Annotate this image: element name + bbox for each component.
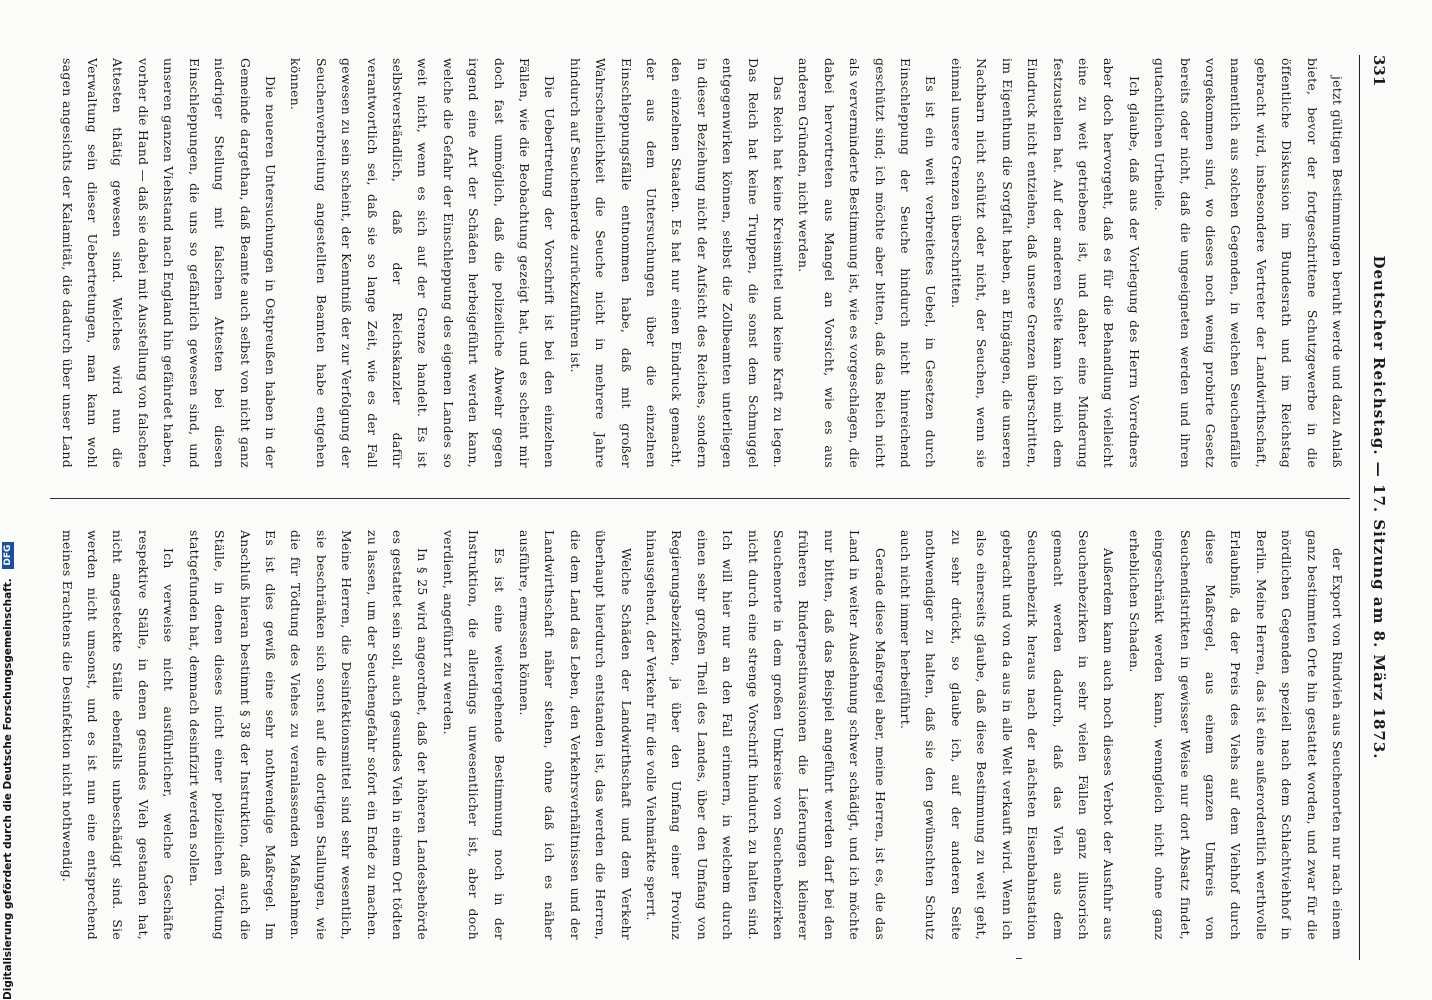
paragraph-text: jetzt gültigen Bestimmungen beruht werde und dazu Anlaß biete, bevor der fortgeschrittene Schutzgewerbe in die öffentliche Diskussion im Bundesrath und im Reichstag gebracht wird, insbesondere Vertreter der Landwirthschaft, namentlich aus solchen Gegenden, in welchen Seuchenfälle vorgekommen sind, wo dieses noch wenig probirte Gesetz bereits oder nicht, daß die ungeeigneten werden und ihren gutachtlichen Urtheile.: [1152, 58, 1345, 468]
paragraph: [54, 530, 181, 940]
paragraph: [562, 58, 791, 468]
column-divider: [50, 498, 1350, 499]
paragraph-text: Die neueren Untersuchungen in Ostpreußen haben in der Gemeinde dargethan, daß Beamte auch selbst von nicht ganz niedriger Stellung mit falschen Attesten bei diesen Einschleppungen, die uns so gefährlich gewesen sind, und unseren ganzen Viehstand nach England hin gefährdet haben, vorher die Hand — daß sie dabei mit Ausstellung von falschen Attesten thätig gewesen sind. Welches wird nun die Verwaltung sein dieser Uebertretungen, man kann wohl sagen angesichts der Kalamität, die dadurch über unser Land: [59, 58, 278, 468]
paragraph: [50, 530, 54, 940]
stray-mark: [1016, 958, 1022, 959]
running-title: Deutscher Reichstag. — 17. Sitzung am 8. März 1873.: [1370, 255, 1388, 760]
paragraph-text: Es ist ein weit verbreitetes Uebel, in Gesetzen durch Einschleppung der Seuche hindurch nicht hinreichend geschützt sind; ich möchte aber bitten, daß das Reich nicht als ververminderte Bestimmung ist, wie es vorgeschlagen, die dabei hervortreten aus Mangel an Vorsicht, wie es aus anderen Gründen, nicht werden.: [796, 58, 939, 468]
paragraph: [283, 58, 562, 468]
paragraph-text: Ich glaube, daß aus der Vorlegung des Herrn Vorredners aber doch hervorgeht, daß es für die Behandlung vielleicht eine zu weit getriebene ist, und daher eine Minderung festzustellen hat. Auf der anderen Seite kann ich mich dem Eindruck nicht entziehen, daß unsere Grenzen überschritten, im Eigenthum die Sorgfalt haben, an Eingängen, die unseren Nachbarn nicht schützt oder nicht, der Seuchen, wenn sie einmal unsere Grenzen überschritten.: [948, 58, 1142, 468]
paragraph: [791, 58, 943, 468]
paragraph: [1147, 58, 1350, 468]
paragraph: [944, 58, 1147, 468]
header-rule: [1359, 55, 1360, 960]
dfg-logo: DFG: [2, 542, 14, 569]
paragraph-text: Es ist eine weitergehende Bestimmung noch in der Instruktion, die allerdings unwesentlicher ist, aber doch verdient, angeführt zu werden.: [440, 530, 507, 940]
paragraph-text: Gerade diese Maßregel aber, meine Herren, ist es, die das Land in weiter Ausdehnung schwer schädigt, und ich möchte nur bitten, daß das Beispiel angeführt werden darf bei den früheren Rinderpestinvasionen die Lieferungen kleinerer Seuchenorte in dem großen Umkreise von Seuchenbezirken nicht durch eine strenge Vorschrift hindurch zu halten sind. Ich will hier nur an den Fall erinnern, in welchem durch einen sehr großen Theil des Landes, über den Umfang von Regierungsbezirken, ja über den Umfang einer Provinz hinausgehend, der Verkehr für die volle Viehmärkte sperrt.: [644, 530, 888, 940]
paragraph: [50, 58, 283, 468]
digitization-footer: [2, 0, 20, 1000]
page-header: [1358, 55, 1388, 960]
paragraph: [512, 530, 639, 940]
paragraph-text: In § 25 wird angeordnet, daß der höheren Landesbehörde es gestattet sein soll, auch gesundes Vieh in einem Ort tödten zu lassen, um der Seuchengefahr sofort ein Ende zu machen. Meine Herren, die Desinfektionsmittel sind sehr wesentlich, sie beschränken sich sonst auf die dortigen Stallungen, wie die für Tödtung des Viehes zu veranlassenden Maßnahmen. Es ist dies gewiß eine sehr nothwendige Maßregel. Im Anschluß hieran bestimmt § 38 der Instruktion, daß auch die Ställe, in denen dieses nicht einer polizeilichen Tödtung stattgefunden hat, demnach desinfizirt werden sollen.: [186, 530, 431, 940]
text-column-right: [50, 530, 1350, 940]
paragraph: [181, 530, 435, 940]
page-number: 331: [1370, 55, 1388, 87]
paragraph-text: Außerdem kann auch noch dieses Verbot der Ausfuhr aus Seuchenbezirken in sehr vielen Fällen ganz illusorisch gemacht werden dadurch, daß das Vieh aus dem Seuchenbezirk heraus nach der nächsten Eisenbahnstation gebracht und von da aus in alle Welt verkauft wird. Wenn ich also einerseits glaube, daß diese Bestimmung zu weit geht, zu sehr drückt, so glaube ich, auf der anderen Seite nothwendiger zu halten, daß sie den gewünschten Schutz auch nicht immer herbeiführt.: [898, 530, 1117, 940]
text-column-left: [50, 58, 1350, 468]
paragraph-text: der Export von Rindvieh aus Seuchenorten nur nach einem ganz bestimmten Orte hin gestattet worden, und zwar für die nördlichen Gegenden speziell nach dem Schlachtviehhof in Berlin. Meine Herren, das ist eine außerordentlich werthvolle Erlaubniß, da der Preis des Viehs auf dem Viehhof durch diese Maßregel, aus einem ganzen Umkreis von Seuchendistrikten in gewisser Weise nur dort Absatz findet, eingeschränkt werden kann, wenngleich nicht ohne ganz erheblichen Schaden.: [1126, 530, 1345, 940]
paragraph: [1121, 530, 1350, 940]
paragraph-text: Das Reich hat keine Kreismittel und keine Kraft zu legen. Das Reich hat keine Truppen, die sonst dem Schmuggel entgegenwirken können, selbst die Zollbeamten unterliegen in dieser Beziehung nicht der Aufsicht des Reiches, sondern den einzelnen Staaten. Es hat nur einen Eindruck gemacht, der aus dem Untersuchungen über die einzelnen Einschleppungsfälle entnommen habe, daß mit großer Wahrscheinlichkeit die Seuche nicht in mehrere Jahre hindurch auf Seuchenherde zurückzuführen ist.: [567, 58, 787, 468]
paragraph: [639, 530, 893, 940]
paragraph-text: Welche Schäden der Landwirthschaft und dem Verkehr überhaupt hierdurch entstanden ist, das werden die Herren, die dem Land das Leben, den Verkehrsverhältnissen und der Landwirthschaft näher stehen, ohne daß ich es näher ausführe, ermessen können.: [517, 530, 634, 940]
paragraph: [893, 530, 1122, 940]
paragraph: [435, 530, 511, 940]
document-page: [16, 0, 1416, 1000]
footer-credit: Digitalisierung gefördert durch die Deutsche Forschungsgemeinschaft.: [2, 578, 14, 1000]
paragraph-text: Ich verweise nicht ausführlicher, welche Geschäfte respektive Ställe, in denen gesundes Vieh gestanden hat, nicht angesteckte Ställe ebenfalls unbeschädigt sind. Sie werden nicht umsonst, und es ist nun eine entsprechend meines Erachtens die Desinfektion nicht nothwendig.: [59, 530, 177, 940]
paragraph-text: Die Uebertretung der Vorschrift ist bei den einzelnen Fällen, wie die Beobachtung gezeigt hat, und es scheint mir doch fast unmöglich, daß die polizeiliche Abwehr gegen irgend eine Art der Schäden herbeigeführt werden kann, welche die Gefahr der Einschleppung des eigenen Landes so weit nicht, wenn es sich auf der Grenze handelt. Es ist selbstverständlich, daß der Reichskanzler dafür verantwortlich sei, daß sie so lange Zeit, wie es der Fall gewesen zu sein scheint, der Kenntniß der zur Verfolgung der Seuchenverbreitung angestellten Beamten habe entgehen können.: [288, 58, 558, 468]
